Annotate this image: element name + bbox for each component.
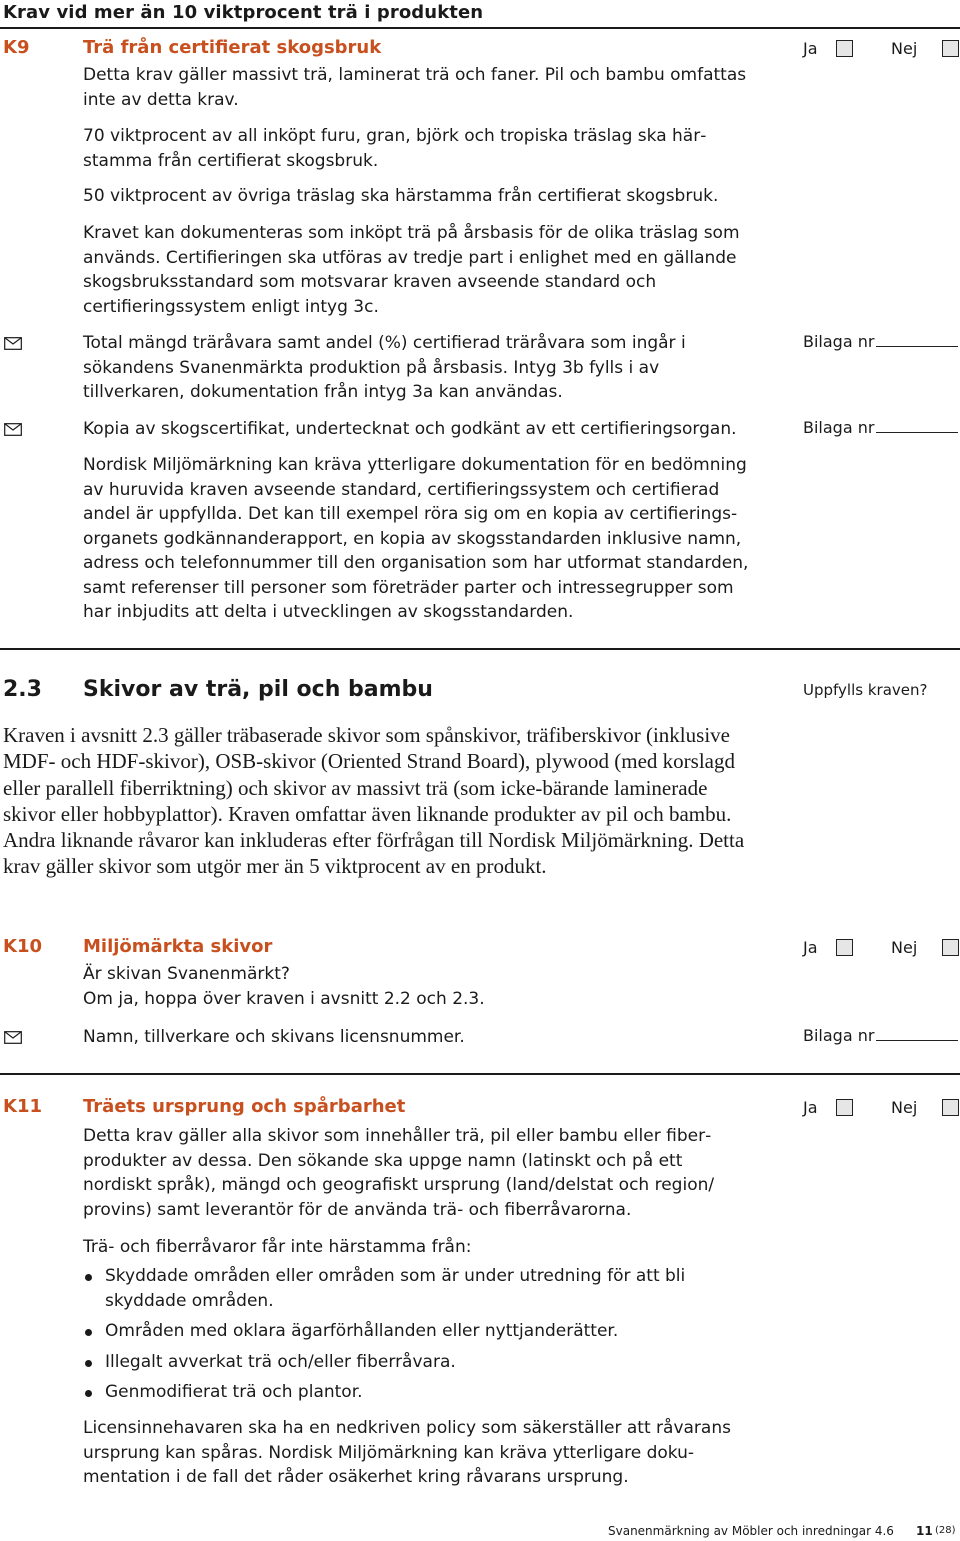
bilaga-field-k9-1[interactable]	[803, 332, 958, 351]
ja-label-k11: Ja	[803, 1098, 818, 1117]
page-header	[0, 0, 960, 27]
k11-policy-text: Licensinnehavaren ska ha en nedkriven policy som säkerställer att råvarans ursprung kan spåras. Nordisk Miljömärkning kan kräva ytterligare dokumentation i de fall det råder osäkerhet kring råvarans ursprung.	[83, 1418, 731, 1487]
uppfylls-heading: Uppfylls kraven?	[803, 681, 928, 699]
requirement-title-k9: Trä från certifierat skogsbruk	[83, 37, 382, 58]
k10-question: Är skivan Svanenmärkt?	[83, 964, 290, 984]
list-item: Illegalt avverkat trä och/eller fiberråvara.	[83, 1350, 743, 1375]
k9-additional-docs: Nordisk Miljömärkning kan kräva ytterligare dokumentation för en bedömning av huruvida kraven avseende standard, certifieringssystem och certifierad andel är uppfyllda. Det kan till exempel röra sig om en kopia av certifieringsorganets godkännanderapport, en kopia av skogsstandarden inklusive namn, adress och telefonnummer till den organisation som har utformat standarden, samt referenser till personer som företräder parter och intressegrupper som har inbjudits att delta i utvecklingen av skogsstandarden.	[83, 455, 749, 622]
k11-scope-text: Detta krav gäller alla skivor som innehåller trä, pil eller bambu eller fiberprodukter av dessa. Den sökande ska uppge namn (latinskt och på ett nordiskt språk), mängd och geografiskt ursprung (land/delstat och region/ provins) samt leverantör för de använda trä- och fiberråvarorna.	[83, 1126, 715, 1220]
bilaga-input-line[interactable]	[876, 1039, 958, 1041]
page-header-title: Krav vid mer än 10 viktprocent trä i produkten	[3, 2, 484, 23]
requirement-title-k10: Miljömärkta skivor	[83, 936, 273, 957]
bilaga-label: Bilaga nr	[803, 332, 875, 351]
requirement-id-k10: K10	[3, 936, 42, 957]
envelope-icon	[4, 1031, 22, 1044]
k9-documentation-text: Kravet kan dokumenteras som inköpt trä på årsbasis för de olika träslag som används. Certifieringen ska utföras av tredje part i enlighet med en gällande skogsbruksstandard som motsvarar kraven avseende standard och certifieringssystem enligt intyg 3c.	[83, 223, 740, 317]
k9-doc-certificate: Kopia av skogscertifikat, undertecknat och godkänt av ett certifieringsorgan.	[83, 419, 737, 439]
section-intro: Kraven i avsnitt 2.3 gäller träbaserade skivor som spånskivor, träfiberskivor (inklusive MDF- och HDF-skivor), OSB-skivor (Oriented Strand Board), plywood (med korslagd eller parallell fiberriktning) och skivor av massivt trä (som icke-bärande laminerade skivor eller hobbyplattor). Kraven omfattar även liknande produkter av pil och bambu. Andra liknande råvaror kan inkluderas efter förfrågan till Nordisk Miljömärkning. Detta krav gäller skivor som utgör mer än 5 viktprocent av en produkt.	[3, 723, 745, 879]
nej-label-k10: Nej	[891, 938, 918, 957]
nej-checkbox-k10[interactable]	[942, 939, 959, 956]
section-title: Skivor av trä, pil och bambu	[83, 677, 433, 702]
ja-checkbox-k11[interactable]	[836, 1099, 853, 1116]
bilaga-input-line[interactable]	[876, 431, 958, 433]
k9-requirement-70: 70 viktprocent av all inköpt furu, gran, björk och tropiska träslag ska härstamma från certifierat skogsbruk.	[83, 126, 707, 171]
list-item: Områden med oklara ägarförhållanden eller nyttjanderätter.	[83, 1319, 743, 1344]
bilaga-label: Bilaga nr	[803, 418, 875, 437]
requirement-title-k11: Träets ursprung och spårbarhet	[83, 1096, 406, 1117]
ja-checkbox-k10[interactable]	[836, 939, 853, 956]
nej-label-k11: Nej	[891, 1098, 918, 1117]
nej-checkbox-k9[interactable]	[942, 40, 959, 57]
k11-exclusions-intro: Trä- och fiberråvaror får inte härstamma från:	[83, 1237, 472, 1257]
bilaga-label: Bilaga nr	[803, 1026, 875, 1045]
list-item: Genmodifierat trä och plantor.	[83, 1380, 743, 1405]
k9-doc-total-amount: Total mängd träråvara samt andel (%) certifierad träråvara som ingår i sökandens Svanenmärkta produktion på årsbasis. Intyg 3b fylls i av tillverkaren, dokumentation från intyg 3a kan användas.	[83, 333, 686, 402]
section-rule	[0, 648, 960, 650]
requirement-id-k9: K9	[3, 37, 30, 58]
footer-page-total: (28)	[935, 1525, 956, 1536]
k10-doc: Namn, tillverkare och skivans licensnummer.	[83, 1027, 465, 1047]
section-number: 2.3	[3, 677, 42, 702]
ja-label-k10: Ja	[803, 938, 818, 957]
envelope-icon	[4, 337, 22, 350]
bilaga-field-k10[interactable]	[803, 1026, 958, 1045]
ja-checkbox-k9[interactable]	[836, 40, 853, 57]
bilaga-field-k9-2[interactable]	[803, 418, 958, 437]
requirement-id-k11: K11	[3, 1096, 42, 1117]
envelope-icon	[4, 423, 22, 436]
footer-page-number: 11	[916, 1524, 933, 1538]
k9-scope-text: Detta krav gäller massivt trä, laminerat trä och faner. Pil och bambu omfattas inte av detta krav.	[83, 65, 747, 110]
nej-label-k9: Nej	[891, 39, 918, 58]
ja-label-k9: Ja	[803, 39, 818, 58]
list-item: Skyddade områden eller områden som är under utredning för att bli skyddade områden.	[83, 1264, 743, 1313]
k10-instruction: Om ja, hoppa över kraven i avsnitt 2.2 och 2.3.	[83, 989, 485, 1009]
k11-rule	[0, 1073, 960, 1075]
k11-exclusions-list	[83, 1264, 743, 1411]
k9-requirement-50: 50 viktprocent av övriga träslag ska härstamma från certifierat skogsbruk.	[83, 186, 719, 206]
header-rule	[0, 27, 960, 29]
bilaga-input-line[interactable]	[876, 345, 958, 347]
footer-text: Svanenmärkning av Möbler och inredningar 4.6	[608, 1524, 894, 1538]
nej-checkbox-k11[interactable]	[942, 1099, 959, 1116]
